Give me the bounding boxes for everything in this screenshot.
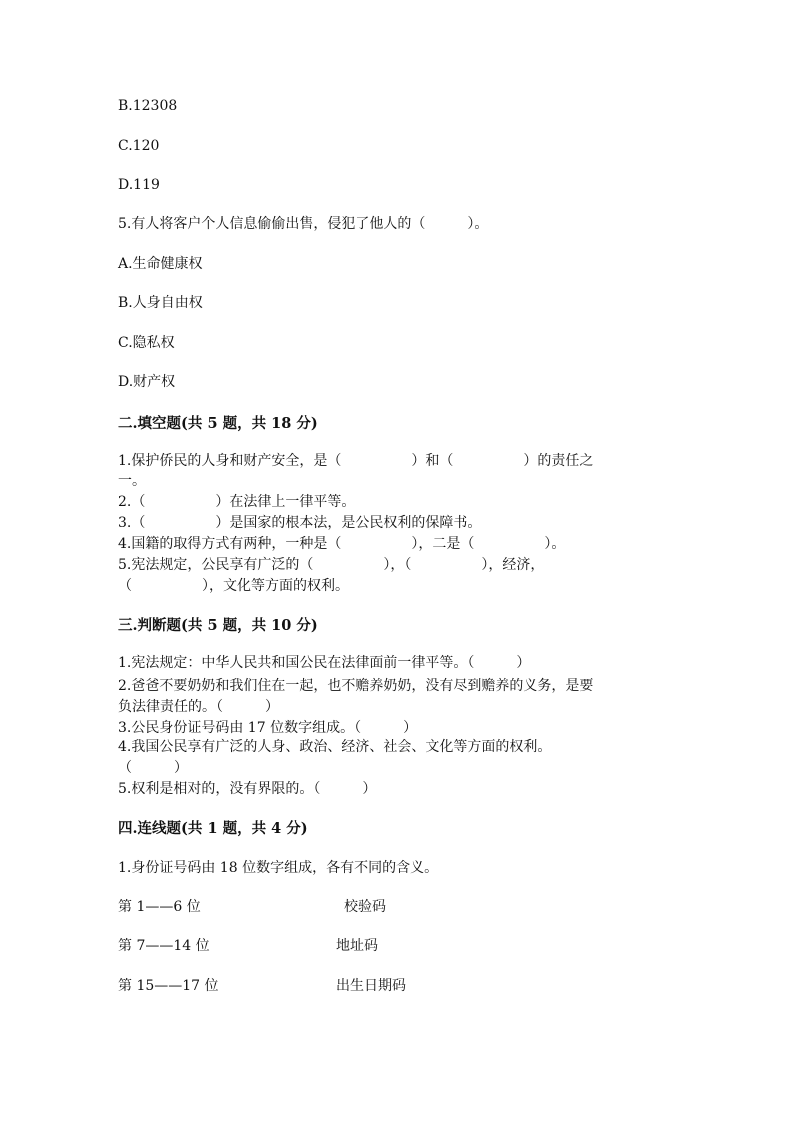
match-right-item: 出生日期码 bbox=[336, 978, 406, 994]
section3-line: （ ） bbox=[118, 760, 188, 776]
match-right-item: 地址码 bbox=[336, 938, 378, 954]
section3-line: 3.公民身份证号码由 17 位数字组成。（ ） bbox=[118, 720, 418, 736]
section4-stem: 1.身份证号码由 18 位数字组成，各有不同的含义。 bbox=[118, 860, 439, 876]
section3-heading: 三.判断题(共 5 题，共 10 分) bbox=[118, 617, 318, 634]
section3-line: 4.我国公民享有广泛的人身、政治、经济、社会、文化等方面的权利。 bbox=[118, 739, 552, 755]
section2-line: 1.保护侨民的人身和财产安全，是（ ）和（ ）的责任之 bbox=[118, 453, 594, 469]
q5-option-b: B.人身自由权 bbox=[118, 295, 203, 311]
q4-option-b: B.12308 bbox=[118, 98, 178, 114]
section2-line: 5.宪法规定，公民享有广泛的（ ），（ ），经济， bbox=[118, 557, 545, 573]
section3-line: 负法律责任的。（ ） bbox=[118, 699, 279, 715]
q5-option-d: D.财产权 bbox=[118, 374, 176, 390]
section2-heading: 二.填空题(共 5 题，共 18 分) bbox=[118, 415, 318, 432]
q5-option-a: A.生命健康权 bbox=[118, 256, 203, 272]
section3-line: 1.宪法规定：中华人民共和国公民在法律面前一律平等。（ ） bbox=[118, 655, 531, 671]
q4-option-d: D.119 bbox=[118, 177, 160, 193]
match-left-item: 第 7——14 位 bbox=[118, 938, 210, 954]
q5-stem: 5.有人将客户个人信息偷偷出售，侵犯了他人的（ ）。 bbox=[118, 216, 489, 232]
q4-option-c: C.120 bbox=[118, 138, 160, 154]
section2-line: 一。 bbox=[118, 473, 146, 489]
match-right-item: 校验码 bbox=[344, 899, 386, 915]
section3-line: 2.爸爸不要奶奶和我们住在一起，也不赡养奶奶，没有尽到赡养的义务，是要 bbox=[118, 678, 594, 694]
match-left-item: 第 15——17 位 bbox=[118, 978, 219, 994]
match-left-item: 第 1——6 位 bbox=[118, 899, 201, 915]
section2-line: 4.国籍的取得方式有两种，一种是（ ），二是（ ）。 bbox=[118, 536, 566, 552]
section4-heading: 四.连线题(共 1 题，共 4 分) bbox=[118, 820, 308, 837]
q5-option-c: C.隐私权 bbox=[118, 335, 175, 351]
section2-line: （ ），文化等方面的权利。 bbox=[118, 578, 349, 594]
section2-line: 3.（ ）是国家的根本法，是公民权利的保障书。 bbox=[118, 515, 482, 531]
section3-line: 5.权利是相对的，没有界限的。（ ） bbox=[118, 781, 377, 797]
section2-line: 2.（ ）在法律上一律平等。 bbox=[118, 494, 356, 510]
